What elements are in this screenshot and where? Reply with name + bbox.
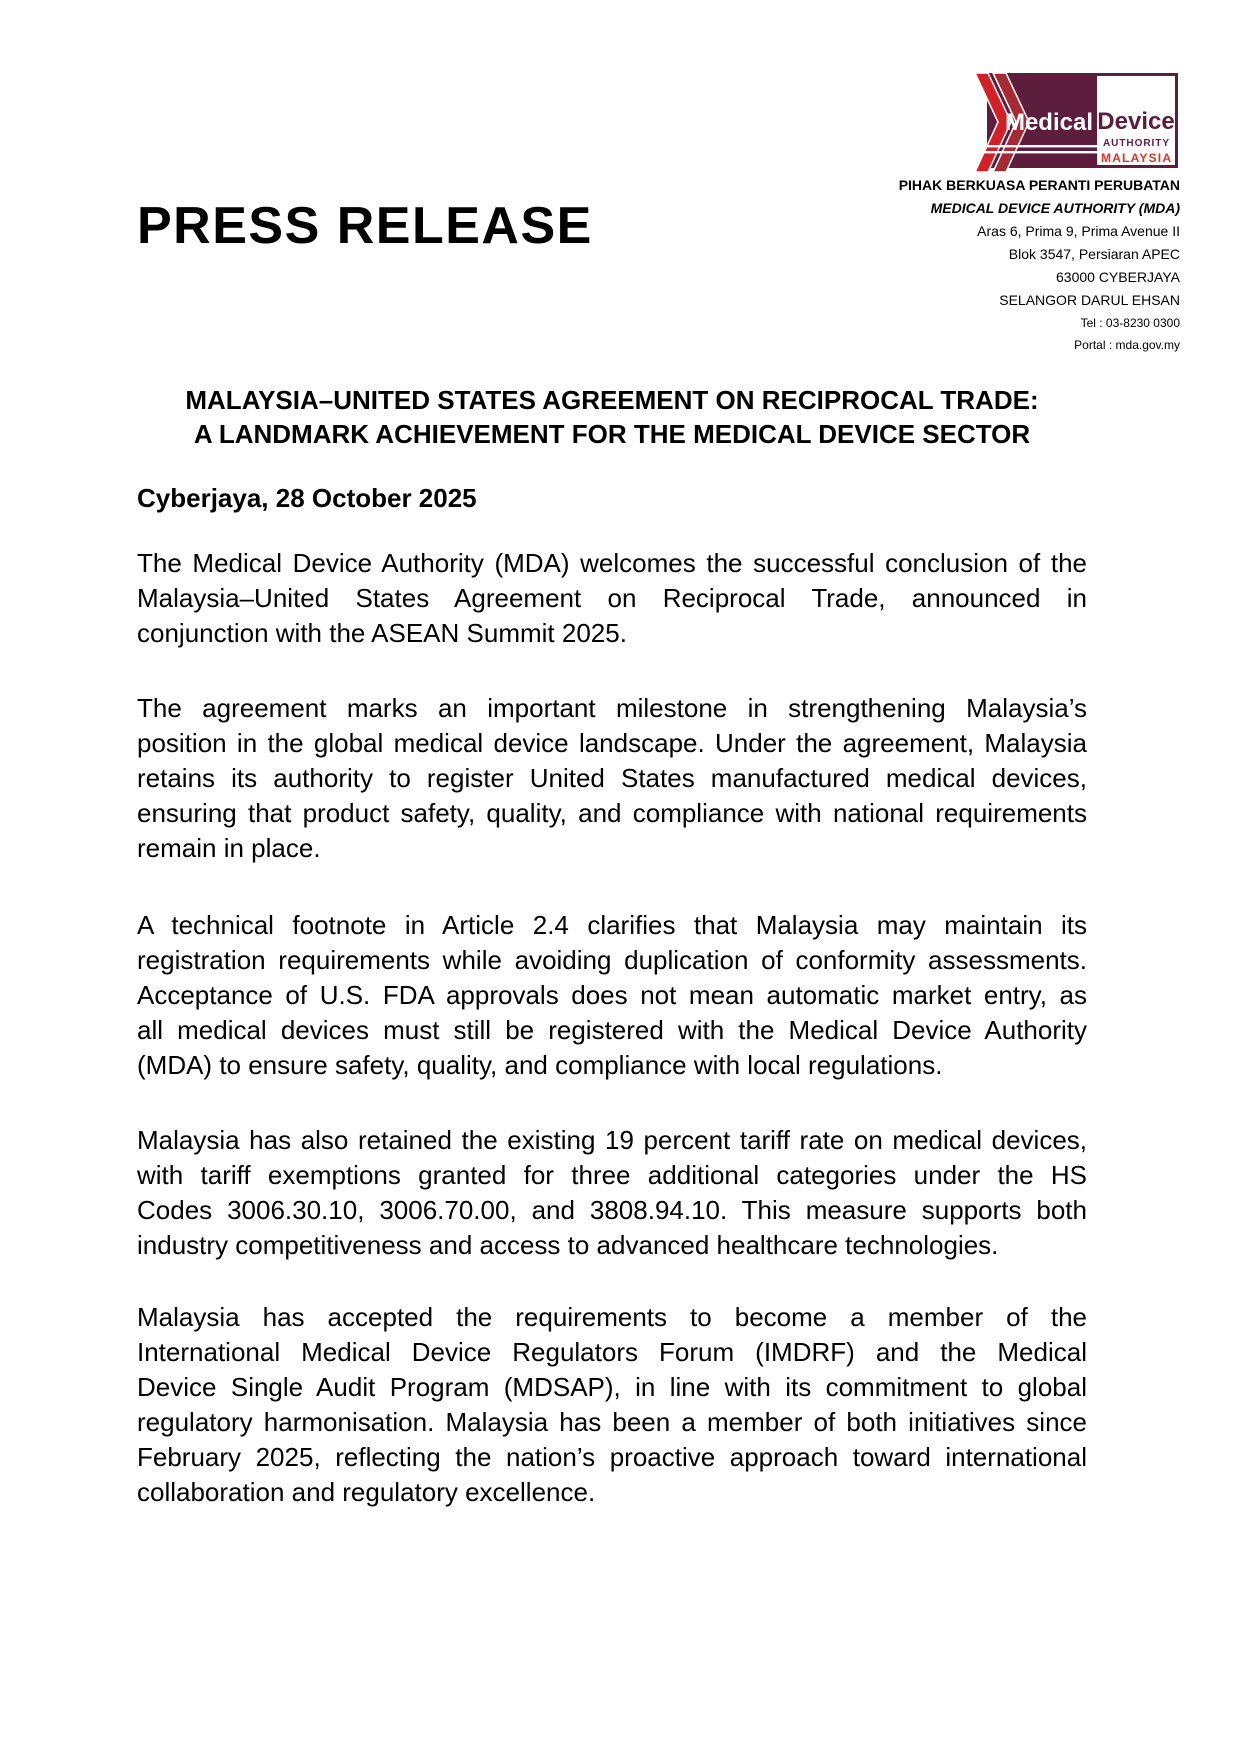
paragraph-line: February 2025, reflecting the nation’s proactive approach toward international xyxy=(137,1442,1087,1472)
paragraph-line: International Medical Device Regulators Forum (IMDRF) and the Medical xyxy=(137,1337,1087,1367)
paragraph-line: with tariff exemptions granted for three additional categories under the HS xyxy=(137,1160,1087,1190)
paragraph-line: Malaysia–United States Agreement on Reciprocal Trade, announced in xyxy=(137,583,1087,613)
address-line-state: SELANGOR DARUL EHSAN xyxy=(999,292,1180,308)
paragraph-line: industry competitiveness and access to advanced healthcare technologies. xyxy=(137,1230,999,1260)
paragraph-line: A technical footnote in Article 2.4 clarifies that Malaysia may maintain its xyxy=(137,910,1087,940)
paragraph-4 xyxy=(137,1123,1087,1263)
paragraph-line: (MDA) to ensure safety, quality, and compliance with local regulations. xyxy=(137,1050,943,1080)
dateline: Cyberjaya, 28 October 2025 xyxy=(137,483,477,513)
headline-line-1: MALAYSIA–UNITED STATES AGREEMENT ON RECIPROCAL TRADE: xyxy=(185,385,1039,415)
paragraph-1 xyxy=(137,546,1087,651)
logo-word-device: Device xyxy=(1097,108,1175,135)
paragraph-line: Malaysia has also retained the existing 19 percent tariff rate on medical devices, xyxy=(137,1125,1087,1155)
paragraph-line: Malaysia has accepted the requirements to become a member of the xyxy=(137,1302,1087,1332)
paragraph-line: Device Single Audit Program (MDSAP), in line with its commitment to global xyxy=(137,1372,1087,1402)
paragraph-line: collaboration and regulatory excellence. xyxy=(137,1477,596,1507)
paragraph-5 xyxy=(137,1300,1087,1510)
address-line-agency-malay: PIHAK BERKUASA PERANTI PERUBATAN xyxy=(898,177,1180,193)
paragraph-line: regulatory harmonisation. Malaysia has been a member of both initiatives since xyxy=(137,1407,1087,1437)
paragraph-line: all medical devices must still be registered with the Medical Device Authority xyxy=(137,1015,1087,1045)
paragraph-line: remain in place. xyxy=(137,833,321,863)
page-title: PRESS RELEASE xyxy=(137,197,593,255)
paragraph-line: Acceptance of U.S. FDA approvals does not mean automatic market entry, as xyxy=(137,980,1087,1010)
paragraph-line: Codes 3006.30.10, 3006.70.00, and 3808.94.10. This measure supports both xyxy=(137,1195,1087,1225)
logo-word-authority: AUTHORITY xyxy=(1103,138,1169,149)
address-line-tel: Tel : 03-8230 0300 xyxy=(1080,316,1180,330)
logo-word-malaysia: MALAYSIA xyxy=(1101,151,1171,165)
paragraph-line: The Medical Device Authority (MDA) welcomes the successful conclusion of the xyxy=(137,548,1087,578)
paragraph-line: conjunction with the ASEAN Summit 2025. xyxy=(137,618,627,648)
paragraph-line: position in the global medical device landscape. Under the agreement, Malaysia xyxy=(137,728,1087,758)
logo-word-medical: Medical xyxy=(1004,109,1093,136)
paragraph-2 xyxy=(137,691,1087,866)
paragraph-3 xyxy=(137,908,1087,1083)
paragraph-line: retains its authority to register United States manufactured medical devices, xyxy=(137,763,1087,793)
address-line-street-1: Aras 6, Prima 9, Prima Avenue II xyxy=(977,223,1180,239)
mda-logo xyxy=(973,66,1178,174)
paragraph-line: registration requirements while avoiding duplication of conformity assessments. xyxy=(137,945,1087,975)
letterhead-address xyxy=(899,174,1180,356)
address-line-agency-english: MEDICAL DEVICE AUTHORITY (MDA) xyxy=(930,200,1180,216)
document-headline xyxy=(137,383,1087,451)
address-line-portal: Portal : mda.gov.my xyxy=(1074,338,1180,352)
logo-rule-bottom xyxy=(975,151,1097,153)
paragraph-line: The agreement marks an important milestone in strengthening Malaysia’s xyxy=(137,693,1087,723)
logo-rule-top xyxy=(975,145,1097,147)
address-line-city: 63000 CYBERJAYA xyxy=(1056,269,1180,285)
address-line-street-2: Blok 3547, Persiaran APEC xyxy=(1008,246,1180,262)
headline-line-2: A LANDMARK ACHIEVEMENT FOR THE MEDICAL DEVICE SECTOR xyxy=(193,419,1031,449)
paragraph-line: ensuring that product safety, quality, and compliance with national requirements xyxy=(137,798,1087,828)
